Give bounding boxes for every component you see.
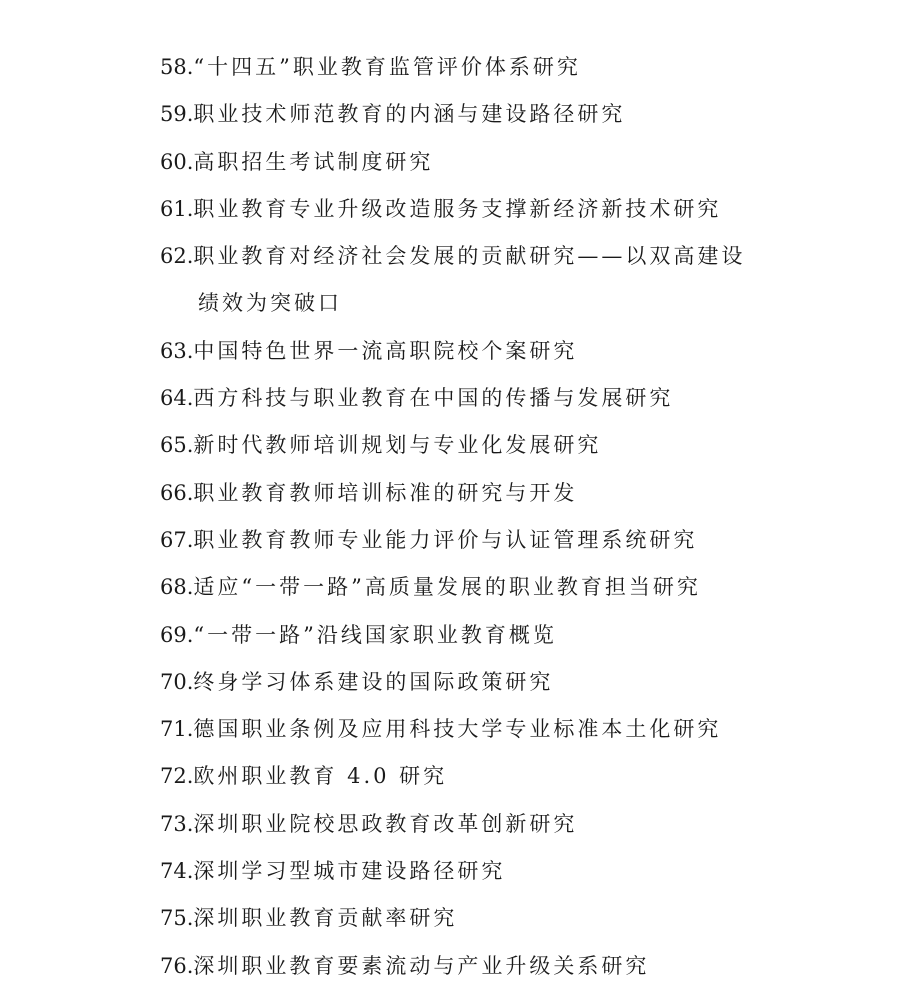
topic-item-58 xyxy=(160,44,780,91)
topic-item-60 xyxy=(160,139,780,186)
topic-text: 职业教育专业升级改造服务支撑新经济新技术研究 xyxy=(193,196,722,221)
topic-text: 高职招生考试制度研究 xyxy=(193,149,434,174)
topic-text: 深圳职业教育要素流动与产业升级关系研究 xyxy=(193,953,650,978)
topic-number: 68. xyxy=(160,575,194,600)
topic-number: 63. xyxy=(160,338,194,363)
topic-text: 职业教育教师培训标准的研究与开发 xyxy=(193,480,578,505)
topic-text: 新时代教师培训规划与专业化发展研究 xyxy=(193,433,602,458)
topic-number: 70. xyxy=(160,669,194,694)
topic-number: 65. xyxy=(160,433,194,458)
topic-item-76 xyxy=(160,943,780,990)
topic-number: 64. xyxy=(160,386,194,411)
topic-item-61 xyxy=(160,186,780,233)
topic-number: 72. xyxy=(160,764,194,789)
topic-number: 74. xyxy=(160,859,194,884)
topic-text: 适应“一带一路”高质量发展的职业教育担当研究 xyxy=(193,575,701,600)
topic-text: 终身学习体系建设的国际政策研究 xyxy=(193,669,554,694)
topic-text: 深圳职业院校思政教育改革创新研究 xyxy=(193,811,578,836)
research-topic-list xyxy=(160,44,780,990)
topic-item-59 xyxy=(160,91,780,138)
topic-number: 76. xyxy=(160,953,194,978)
topic-number: 62. xyxy=(160,244,194,269)
topic-item-62 xyxy=(160,233,780,328)
topic-text: 中国特色世界一流高职院校个案研究 xyxy=(193,338,578,363)
topic-text: “十四五”职业教育监管评价体系研究 xyxy=(193,55,581,79)
topic-item-75 xyxy=(160,895,780,942)
topic-item-70 xyxy=(160,659,780,706)
topic-text-continuation: 绩效为突破口 xyxy=(198,291,342,316)
topic-number: 67. xyxy=(160,527,194,552)
topic-number: 61. xyxy=(160,196,194,221)
topic-text: 职业教育教师专业能力评价与认证管理系统研究 xyxy=(193,527,698,552)
topic-text: “一带一路”沿线国家职业教育概览 xyxy=(193,622,557,647)
topic-item-68 xyxy=(160,564,780,611)
topic-text: 德国职业条例及应用科技大学专业标准本土化研究 xyxy=(193,717,722,742)
topic-number: 69. xyxy=(160,622,194,647)
topic-item-74 xyxy=(160,848,780,895)
topic-item-69 xyxy=(160,612,780,659)
topic-item-65 xyxy=(160,422,780,469)
topic-item-72 xyxy=(160,753,780,800)
topic-number: 66. xyxy=(160,480,194,505)
topic-number: 75. xyxy=(160,906,194,931)
topic-number: 60. xyxy=(160,149,194,174)
topic-text: 深圳学习型城市建设路径研究 xyxy=(193,859,506,884)
topic-number: 59. xyxy=(160,102,194,127)
topic-number: 73. xyxy=(160,811,194,836)
topic-item-73 xyxy=(160,801,780,848)
topic-item-67 xyxy=(160,517,780,564)
topic-item-66 xyxy=(160,470,780,517)
topic-text: 职业技术师范教育的内涵与建设路径研究 xyxy=(193,102,626,127)
topic-item-64 xyxy=(160,375,780,422)
topic-item-63 xyxy=(160,328,780,375)
topic-number: 58. xyxy=(160,55,194,79)
topic-text: 西方科技与职业教育在中国的传播与发展研究 xyxy=(193,386,674,411)
topic-item-71 xyxy=(160,706,780,753)
topic-text: 深圳职业教育贡献率研究 xyxy=(193,906,458,931)
topic-text: 职业教育对经济社会发展的贡献研究——以双高建设 xyxy=(193,244,746,269)
topic-text: 欧州职业教育 4.0 研究 xyxy=(193,764,448,789)
topic-number: 71. xyxy=(160,717,194,742)
